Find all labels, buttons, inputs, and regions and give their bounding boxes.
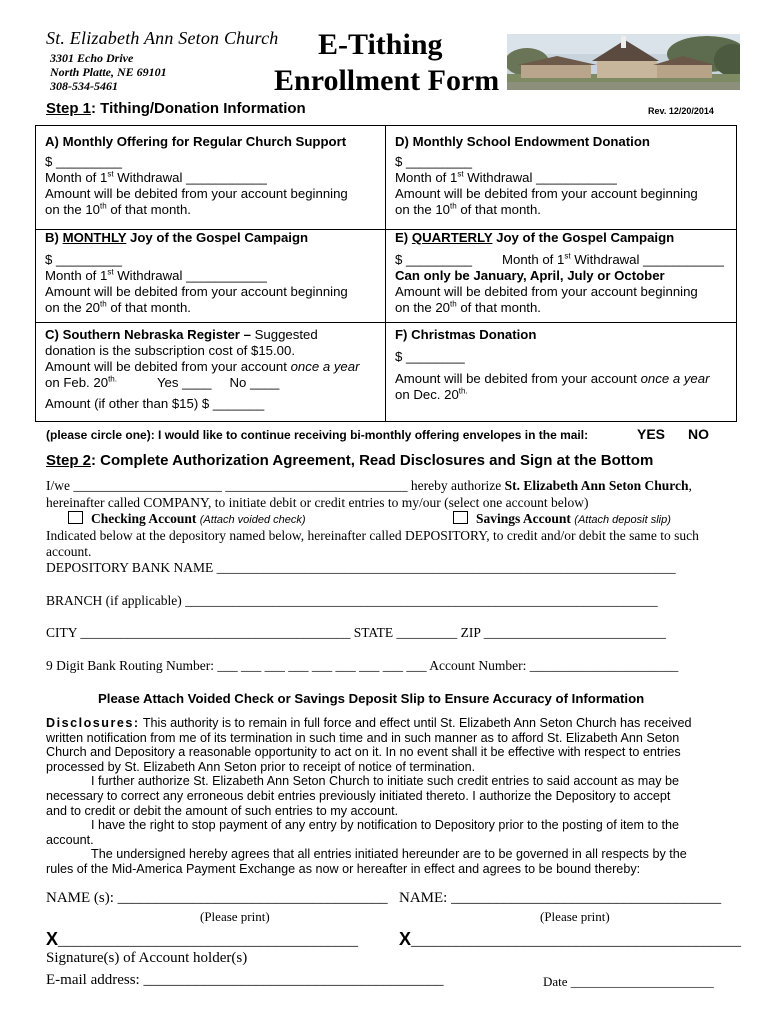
cell-b-monthly-campaign xyxy=(45,230,348,316)
revision-date: Rev. 12/20/2014 xyxy=(648,106,714,116)
cell-c-line4 xyxy=(45,375,359,391)
envelope-question: (please circle one): I would like to continue receiving bi-monthly offering envelopes in the mail: xyxy=(46,428,589,442)
name-field-1[interactable]: NAME (s): ____________________________________ xyxy=(46,890,388,906)
step1-label: Step 1 xyxy=(46,100,92,117)
disclosures-p2-line1: I further authorize St. Elizabeth Ann Seton Church to initiate such credit entries to said account as may be xyxy=(91,774,680,789)
cell-c-line2: donation is the subscription cost of $15.00. xyxy=(45,343,295,358)
disclosures-p4-line2: rules of the Mid-America Payment Exchange as now or hereafter in effect and agrees to be bound thereby: xyxy=(46,861,641,876)
disclosures-p2-line2: necessary to correct any erroneous debit entries previously initiated thereto. I authorize the Depository to accept xyxy=(46,788,671,803)
cell-b-month-field[interactable]: Withdrawal ___________ xyxy=(113,268,267,283)
cell-e-month-field[interactable]: Withdrawal ___________ xyxy=(570,252,724,267)
cell-b-amount[interactable]: $ _________ xyxy=(45,252,123,267)
cell-c-no-field[interactable]: No ____ xyxy=(229,375,280,390)
cell-a-debit-sup: th xyxy=(100,201,107,211)
signature-label: Signature(s) of Account holder(s) xyxy=(46,950,248,966)
cell-c-heading xyxy=(45,327,359,343)
church-name: St. Elizabeth Ann Seton Church xyxy=(46,28,279,48)
cell-c-feb-sup: th. xyxy=(108,374,117,384)
cell-a-month xyxy=(45,170,348,186)
cell-f-amount[interactable]: $ ________ xyxy=(395,349,465,364)
authorize-comma: , xyxy=(688,478,692,493)
attach-notice: Please Attach Voided Check or Savings Deposit Slip to Ensure Accuracy of Information xyxy=(98,691,645,706)
cell-d-month-field[interactable]: Withdrawal ___________ xyxy=(463,170,617,185)
cell-b-debit-pre: on the 20 xyxy=(45,300,100,315)
name-field-2[interactable]: NAME: ____________________________________ xyxy=(399,890,722,906)
church-phone: 308-534-5461 xyxy=(50,79,118,93)
cell-f-line3-pre: Amount will be debited from your account xyxy=(395,371,641,386)
disclosures-p1-line1: This authority is to remain in full force and effect until St. Elizabeth Ann Seton Church has received xyxy=(139,716,692,730)
cell-d-school-endowment xyxy=(395,134,698,218)
cell-e-note: Can only be January, April, July or October xyxy=(395,268,665,283)
cell-d-month-sup: st xyxy=(457,169,464,179)
authorize-church-name: St. Elizabeth Ann Seton Church xyxy=(504,478,689,493)
church-building-image xyxy=(507,34,740,90)
cell-a-debit-line2 xyxy=(45,202,348,218)
signature-x-mark-1: X xyxy=(46,929,59,949)
disclosures-p3-line1: I have the right to stop payment of any entry by notification to Depository prior to the posting of item to the xyxy=(91,818,680,833)
cell-d-debit-line2 xyxy=(395,202,698,218)
cell-c-yes-field[interactable]: Yes ____ xyxy=(156,375,212,390)
cell-f-line4 xyxy=(395,387,709,403)
cell-e-debit-line2 xyxy=(395,300,724,316)
signature-line-2[interactable] xyxy=(399,929,741,950)
cell-d-month-pre: Month of 1 xyxy=(395,170,458,185)
envelope-no-option[interactable]: NO xyxy=(688,426,709,442)
table-divider-row2 xyxy=(35,322,737,323)
cell-e-month-sup: st xyxy=(564,251,571,261)
envelope-yes-option[interactable]: YES xyxy=(637,426,666,442)
disclosures-p3-line2: account. xyxy=(46,832,94,847)
cell-f-christmas-donation xyxy=(395,327,709,403)
cell-e-amount[interactable]: $ _________ xyxy=(395,252,473,267)
table-divider-vertical xyxy=(385,125,386,422)
cell-e-heading-pre: E) xyxy=(395,230,412,245)
savings-account-option[interactable] xyxy=(453,511,671,527)
cell-e-month-pre: Month of 1 xyxy=(502,252,565,267)
disclosures-text xyxy=(46,716,726,877)
church-photo xyxy=(507,34,740,90)
signature-line-1[interactable] xyxy=(46,929,358,950)
cell-d-debit-line1: Amount will be debited from your account beginning xyxy=(395,186,698,201)
cell-c-heading-rest: Suggested xyxy=(250,327,318,342)
step2-title: : Complete Authorization Agreement, Read Disclosures and Sign at the Bottom xyxy=(91,452,654,469)
cell-b-month-sup: st xyxy=(107,267,114,277)
checking-label: Checking Account xyxy=(91,511,197,526)
cell-a-debit-pre: on the 10 xyxy=(45,202,100,217)
cell-f-line3 xyxy=(395,371,709,387)
cell-f-heading: F) Christmas Donation xyxy=(395,327,537,342)
disclosures-p2-line3: and to credit or debit the amount of such entries to my account. xyxy=(46,803,399,818)
step1-title: : Tithing/Donation Information xyxy=(91,100,306,117)
cell-e-quarterly-campaign xyxy=(395,230,724,316)
cell-a-month-field[interactable]: Withdrawal ___________ xyxy=(113,170,267,185)
step2-label: Step 2 xyxy=(46,452,92,469)
cell-e-heading-post: Joy of the Gospel Campaign xyxy=(492,230,675,245)
date-field[interactable]: Date ______________________ xyxy=(543,974,714,989)
cell-c-other-amount[interactable]: Amount (if other than $15) $ _______ xyxy=(45,396,265,411)
cell-d-amount[interactable]: $ _________ xyxy=(395,154,473,169)
checking-account-option[interactable] xyxy=(68,511,306,527)
cell-b-heading-post: Joy of the Gospel Campaign xyxy=(126,230,309,245)
cell-a-heading: A) Monthly Offering for Regular Church Support xyxy=(45,134,347,149)
savings-checkbox[interactable] xyxy=(453,511,468,524)
disclosures-p1-line4: processed by St. Elizabeth Ann Seton prior to receipt of notice of termination. xyxy=(46,759,476,774)
cell-e-heading-quarterly: QUARTERLY xyxy=(411,230,493,245)
step1-heading xyxy=(46,100,306,117)
disclosures-p1-line3: Church and Depository a reasonable opportunity to act on it. In no event shall it be effective with respect to entries xyxy=(46,745,681,760)
cell-b-heading xyxy=(45,230,348,246)
please-print-1: (Please print) xyxy=(200,909,270,924)
cell-f-dec-sup: th. xyxy=(458,386,468,396)
cell-c-heading-bold: C) Southern Nebraska Register – xyxy=(45,327,251,342)
cell-b-debit-post: of that month. xyxy=(106,300,191,315)
cell-d-debit-post: of that month. xyxy=(456,202,541,217)
authorize-line xyxy=(46,478,692,494)
cell-c-line3-pre: Amount will be debited from your account xyxy=(45,359,291,374)
cell-b-debit-line2 xyxy=(45,300,348,316)
company-line: hereinafter called COMPANY, to initiate debit or credit entries to my/our (select one account below) xyxy=(46,495,589,510)
cell-b-debit-sup: th xyxy=(100,299,107,309)
depository-line1: Indicated below at the depository named below, hereinafter called DEPOSITORY, to credit and/or debit the same to such xyxy=(46,528,699,543)
signature-blank-1[interactable]: ________________________________________ xyxy=(58,933,359,949)
please-print-2: (Please print) xyxy=(540,909,610,924)
city-state-zip-fields[interactable]: CITY ________________________________________ STATE _________ ZIP ___________________________ xyxy=(46,625,667,640)
cell-b-month xyxy=(45,268,348,284)
cell-e-debit-sup: th xyxy=(450,299,457,309)
cell-e-amount-month xyxy=(395,252,724,268)
cell-d-month xyxy=(395,170,698,186)
disclosures-p1-line2: written notification from me of its termination in such time and in such manner as to afford St. Elizabeth Ann Seton xyxy=(46,730,680,745)
cell-a-debit-line1: Amount will be debited from your account beginning xyxy=(45,186,348,201)
cell-d-debit-pre: on the 10 xyxy=(395,202,450,217)
savings-label: Savings Account xyxy=(476,511,571,526)
form-title-line1: E-Tithing xyxy=(318,28,443,61)
cell-f-once-a-year: once a year xyxy=(640,371,710,386)
authorize-name-fields[interactable]: I/we ______________________ ___________________________ hereby authorize xyxy=(46,478,505,493)
cell-c-line3 xyxy=(45,359,359,375)
cell-c-nebraska-register xyxy=(45,327,359,412)
email-field[interactable]: E-mail address: ________________________________________ xyxy=(46,972,444,988)
cell-b-month-pre: Month of 1 xyxy=(45,268,108,283)
cell-b-heading-pre: B) xyxy=(45,230,63,245)
step2-heading xyxy=(46,452,653,469)
cell-e-debit-post: of that month. xyxy=(456,300,541,315)
disclosures-p4-line1: The undersigned hereby agrees that all entries initiated hereunder are to be governed in all respects by the xyxy=(91,847,687,862)
savings-note: (Attach deposit slip) xyxy=(574,514,671,526)
cell-a-amount[interactable]: $ _________ xyxy=(45,154,123,169)
cell-d-heading: D) Monthly School Endowment Donation xyxy=(395,134,650,149)
cell-a-month-pre: Month of 1 xyxy=(45,170,108,185)
bank-name-field[interactable]: DEPOSITORY BANK NAME ____________________________________________________________________ xyxy=(46,560,676,575)
cell-e-heading xyxy=(395,230,724,246)
cell-b-heading-monthly: MONTHLY xyxy=(62,230,127,245)
cell-a-debit-post: of that month. xyxy=(106,202,191,217)
cell-e-debit-line1: Amount will be debited from your account beginning xyxy=(395,284,698,299)
routing-account-fields[interactable]: 9 Digit Bank Routing Number: ___ ___ ___ ___ ___ ___ ___ ___ ___ Account Number: ______________________ xyxy=(46,658,679,673)
form-title-line2: Enrollment Form xyxy=(274,64,500,97)
checking-note: (Attach voided check) xyxy=(199,514,306,526)
depository-line2: account. xyxy=(46,544,92,559)
disclosures-label: Disclosures: xyxy=(46,716,140,730)
cell-c-feb-date: on Feb. 20 xyxy=(45,375,109,390)
cell-c-once-a-year: once a year xyxy=(290,359,360,374)
checking-checkbox[interactable] xyxy=(68,511,83,524)
signature-x-mark-2: X xyxy=(399,929,412,949)
church-address-street: 3301 Echo Drive xyxy=(50,51,134,65)
church-address-city: North Platte, NE 69101 xyxy=(50,65,167,79)
cell-e-debit-pre: on the 20 xyxy=(395,300,450,315)
cell-b-debit-line1: Amount will be debited from your account beginning xyxy=(45,284,348,299)
cell-d-debit-sup: th xyxy=(450,201,457,211)
cell-a-month-sup: st xyxy=(107,169,114,179)
cell-a-monthly-offering xyxy=(45,134,348,218)
branch-field[interactable]: BRANCH (if applicable) ______________________________________________________________________ xyxy=(46,593,658,608)
cell-f-dec-date: on Dec. 20 xyxy=(395,387,459,402)
signature-blank-2[interactable]: ____________________________________________ xyxy=(411,933,742,949)
